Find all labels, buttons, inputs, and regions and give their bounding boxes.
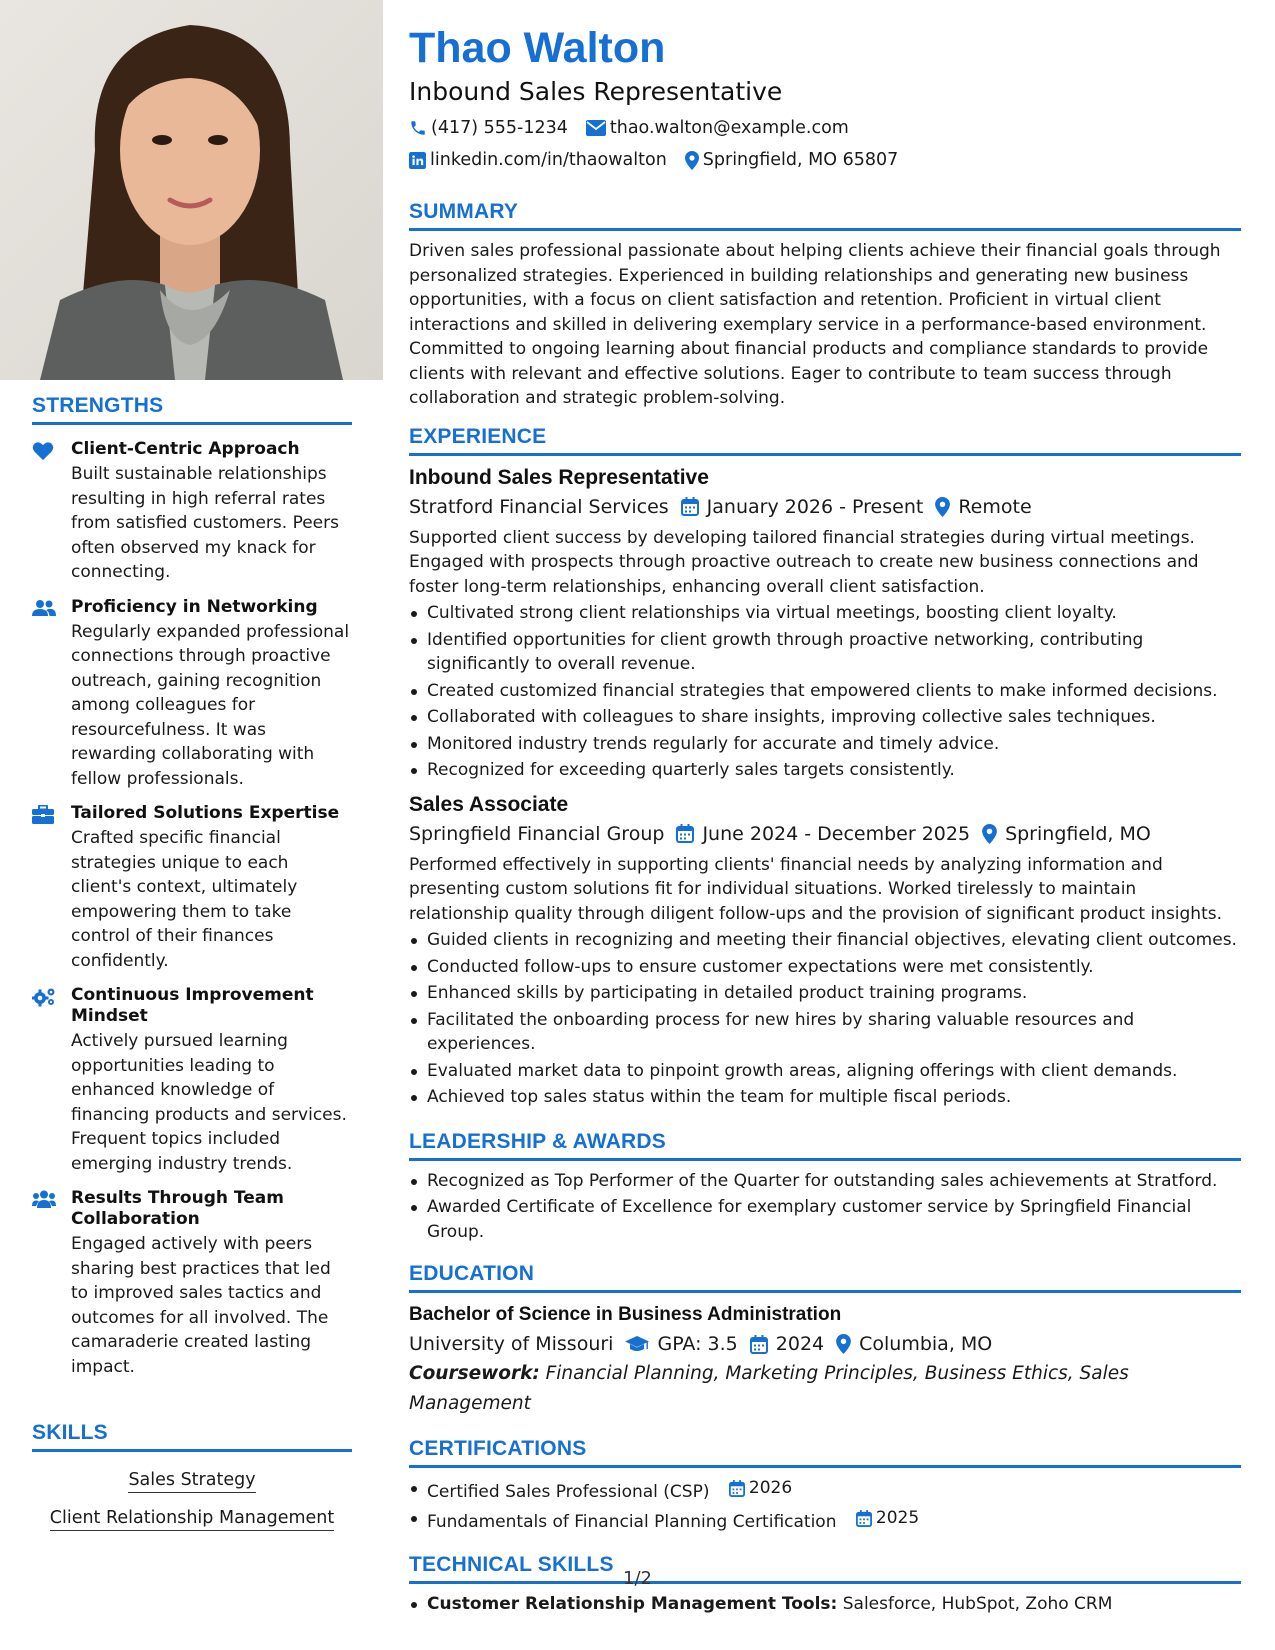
leadership-section bbox=[409, 1130, 1241, 1245]
job-title: Inbound Sales Representative bbox=[409, 465, 709, 489]
cert-year: 2026 bbox=[748, 1478, 793, 1498]
list-item bbox=[409, 1592, 1241, 1617]
map-pin-icon bbox=[836, 1334, 851, 1354]
contact-info bbox=[409, 112, 1241, 176]
sidebar bbox=[0, 0, 383, 1650]
envelope-icon bbox=[586, 120, 606, 136]
gears-icon bbox=[32, 987, 56, 1007]
coursework-label: Coursework: bbox=[409, 1363, 540, 1384]
email-contact[interactable] bbox=[586, 118, 849, 138]
skills-heading: SKILLS bbox=[32, 1421, 352, 1452]
strength-title: Continuous Improvement Mindset bbox=[71, 985, 314, 1026]
summary-section bbox=[409, 200, 1241, 411]
job-dates: January 2026 - Present bbox=[706, 495, 924, 518]
strength-title: Results Through Team Collaboration bbox=[71, 1188, 284, 1229]
company-name: Stratford Financial Services bbox=[409, 495, 669, 518]
list-item: Collaborated with colleagues to share insights, improving collective sales techniques. bbox=[409, 705, 1241, 730]
list-item: Enhanced skills by participating in detailed product training programs. bbox=[409, 981, 1241, 1006]
strengths-section bbox=[32, 394, 352, 1379]
strength-item bbox=[32, 803, 352, 973]
person-name: Thao Walton bbox=[409, 24, 666, 72]
list-item: Identified opportunities for client growth through proactive networking, contributing significantly to overall revenue. bbox=[409, 628, 1241, 677]
education-meta bbox=[409, 1329, 1241, 1359]
phone-contact[interactable] bbox=[409, 118, 568, 138]
phone-text: (417) 555-1234 bbox=[431, 118, 568, 138]
strength-item bbox=[32, 1188, 352, 1379]
job-location: Springfield, MO bbox=[1005, 822, 1151, 845]
graduation-cap-icon bbox=[625, 1336, 649, 1353]
education-heading: EDUCATION bbox=[409, 1262, 1241, 1293]
user-group-icon bbox=[32, 599, 56, 619]
education-section bbox=[409, 1262, 1241, 1419]
company-name: Springfield Financial Group bbox=[409, 822, 665, 845]
summary-text: Driven sales professional passionate about helping clients achieve their financial goals through personalized strategies. Experienced in building relationships and generating new business opportunities, with a focus on client satisfaction and retention. Proficient in virtual client interactions and skilled in delivering exemplary service in a performance-based environment. Committed to ongoing learning about financial products and compliance standards to provide clients with relevant and effective solutions. Eager to contribute to team success through collaboration and strategic problem-solving. bbox=[409, 241, 1221, 408]
strength-desc: Regularly expanded professional connections through proactive outreach, gaining recognition among colleagues for resourcefulness. It was rewarding collaborating with fellow professionals. bbox=[71, 621, 350, 789]
map-pin-icon bbox=[685, 151, 699, 170]
school-location: Columbia, MO bbox=[859, 1333, 993, 1355]
calendar-icon bbox=[676, 824, 694, 843]
job-meta bbox=[409, 819, 1241, 849]
calendar-icon bbox=[729, 1480, 745, 1497]
skill-item: Client Relationship Management bbox=[32, 1508, 352, 1528]
map-pin-icon bbox=[935, 497, 950, 517]
coursework bbox=[409, 1359, 1241, 1419]
calendar-icon bbox=[681, 497, 699, 516]
certifications-list bbox=[409, 1476, 1241, 1535]
cert-name: Fundamentals of Financial Planning Certification bbox=[427, 1512, 837, 1532]
list-item: Recognized as Top Performer of the Quarter for outstanding sales achievements at Stratford. bbox=[409, 1169, 1241, 1194]
cert-year: 2025 bbox=[875, 1508, 920, 1529]
list-item: Guided clients in recognizing and meeting their financial objectives, elevating client outcomes. bbox=[409, 928, 1241, 953]
list-item: Awarded Certificate of Excellence for exemplary customer service by Springfield Financial Group. bbox=[409, 1195, 1241, 1244]
job-bullets bbox=[409, 928, 1241, 1110]
strength-title: Proficiency in Networking bbox=[71, 596, 318, 617]
profile-photo bbox=[0, 0, 383, 380]
tech-skill-value: Salesforce, HubSpot, Zoho CRM bbox=[842, 1593, 1113, 1614]
job-bullets bbox=[409, 601, 1241, 783]
skill-item: Sales Strategy bbox=[32, 1470, 352, 1490]
list-item bbox=[409, 1476, 1241, 1504]
strengths-heading: STRENGTHS bbox=[32, 394, 352, 425]
heart-icon bbox=[32, 441, 56, 461]
location-text: Springfield, MO 65807 bbox=[702, 150, 899, 170]
list-item bbox=[409, 1506, 1241, 1534]
linkedin-contact[interactable] bbox=[409, 150, 667, 170]
strength-desc: Actively pursued learning opportunities leading to enhanced knowledge of financing products and services. Frequent topics included emerging industry trends. bbox=[71, 1031, 347, 1174]
certifications-heading: CERTIFICATIONS bbox=[409, 1437, 1241, 1468]
strength-item bbox=[32, 985, 352, 1176]
location-contact bbox=[685, 150, 898, 170]
experience-section bbox=[409, 425, 1241, 1110]
strength-title: Tailored Solutions Expertise bbox=[71, 803, 340, 823]
calendar-icon bbox=[750, 1335, 768, 1354]
job-description: Supported client success by developing tailored financial strategies during virtual meetings. Engaged with prospects through proactive outreach to create new business connections and foster long-term relationships, enhancing overall client satisfaction. bbox=[409, 527, 1199, 597]
strength-item bbox=[32, 439, 352, 585]
degree-title: Bachelor of Science in Business Administration bbox=[409, 1304, 842, 1325]
strength-desc: Built sustainable relationships resulting in high referral rates from satisfied customers. Peers often observed my knack for connecting. bbox=[71, 464, 339, 582]
list-item: Evaluated market data to pinpoint growth areas, aligning offerings with client demands. bbox=[409, 1059, 1241, 1084]
strength-title: Client-Centric Approach bbox=[71, 439, 300, 459]
list-item: Cultivated strong client relationships via virtual meetings, boosting client loyalty. bbox=[409, 601, 1241, 626]
certifications-section bbox=[409, 1437, 1241, 1535]
email-text: thao.walton@example.com bbox=[609, 118, 849, 138]
strength-desc: Crafted specific financial strategies unique to each client's context, ultimately empowering them to take control of their finances confidently. bbox=[71, 828, 298, 971]
gpa: GPA: 3.5 bbox=[657, 1333, 738, 1355]
phone-icon bbox=[409, 119, 427, 137]
tech-skill-label: Customer Relationship Management Tools: bbox=[427, 1593, 838, 1614]
cert-name: Certified Sales Professional (CSP) bbox=[427, 1481, 710, 1502]
strength-desc: Engaged actively with peers sharing best practices that led to improved sales tactics and outcomes for all involved. The camaraderie created lasting impact. bbox=[71, 1234, 331, 1377]
job-location: Remote bbox=[958, 495, 1032, 518]
list-item: Monitored industry trends regularly for accurate and timely advice. bbox=[409, 732, 1241, 757]
main-content bbox=[409, 22, 1241, 1616]
graduation-year: 2024 bbox=[775, 1333, 825, 1355]
list-item: Facilitated the onboarding process for new hires by sharing valuable resources and experiences. bbox=[409, 1008, 1241, 1057]
school-name: University of Missouri bbox=[409, 1333, 614, 1355]
list-item: Achieved top sales status within the team for multiple fiscal periods. bbox=[409, 1085, 1241, 1110]
job-meta bbox=[409, 492, 1241, 522]
job-title: Sales Associate bbox=[409, 792, 569, 816]
technical-skills-list bbox=[409, 1592, 1241, 1617]
person-headline: Inbound Sales Representative bbox=[409, 77, 783, 106]
linkedin-text: linkedin.com/in/thaowalton bbox=[430, 150, 667, 170]
briefcase-icon bbox=[32, 805, 56, 825]
calendar-icon bbox=[856, 1510, 872, 1527]
list-item: Recognized for exceeding quarterly sales targets consistently. bbox=[409, 758, 1241, 783]
leadership-list bbox=[409, 1169, 1241, 1245]
experience-entry bbox=[409, 791, 1241, 1110]
summary-heading: SUMMARY bbox=[409, 200, 1241, 231]
technical-skills-heading: TECHNICAL SKILLS bbox=[409, 1553, 1241, 1584]
skills-section bbox=[32, 1421, 352, 1528]
list-item: Conducted follow-ups to ensure customer expectations were met consistently. bbox=[409, 955, 1241, 980]
list-item: Created customized financial strategies that empowered clients to make informed decisions. bbox=[409, 679, 1241, 704]
experience-entry bbox=[409, 464, 1241, 783]
page-number: 1/2 bbox=[623, 1568, 652, 1589]
job-dates: June 2024 - December 2025 bbox=[702, 822, 971, 845]
linkedin-icon bbox=[409, 152, 426, 169]
leadership-heading: LEADERSHIP & AWARDS bbox=[409, 1130, 1241, 1161]
job-description: Performed effectively in supporting clients' financial needs by analyzing information and presenting custom solutions fit for individual situations. Worked tirelessly to maintain relationship quality through diligent follow-ups and the provision of significant product insights. bbox=[409, 854, 1223, 924]
users-icon bbox=[32, 1190, 56, 1210]
strength-item bbox=[32, 597, 352, 792]
experience-heading: EXPERIENCE bbox=[409, 425, 1241, 456]
coursework-text: Financial Planning, Marketing Principles, Business Ethics, Sales Management bbox=[409, 1363, 1129, 1414]
map-pin-icon bbox=[982, 824, 997, 844]
